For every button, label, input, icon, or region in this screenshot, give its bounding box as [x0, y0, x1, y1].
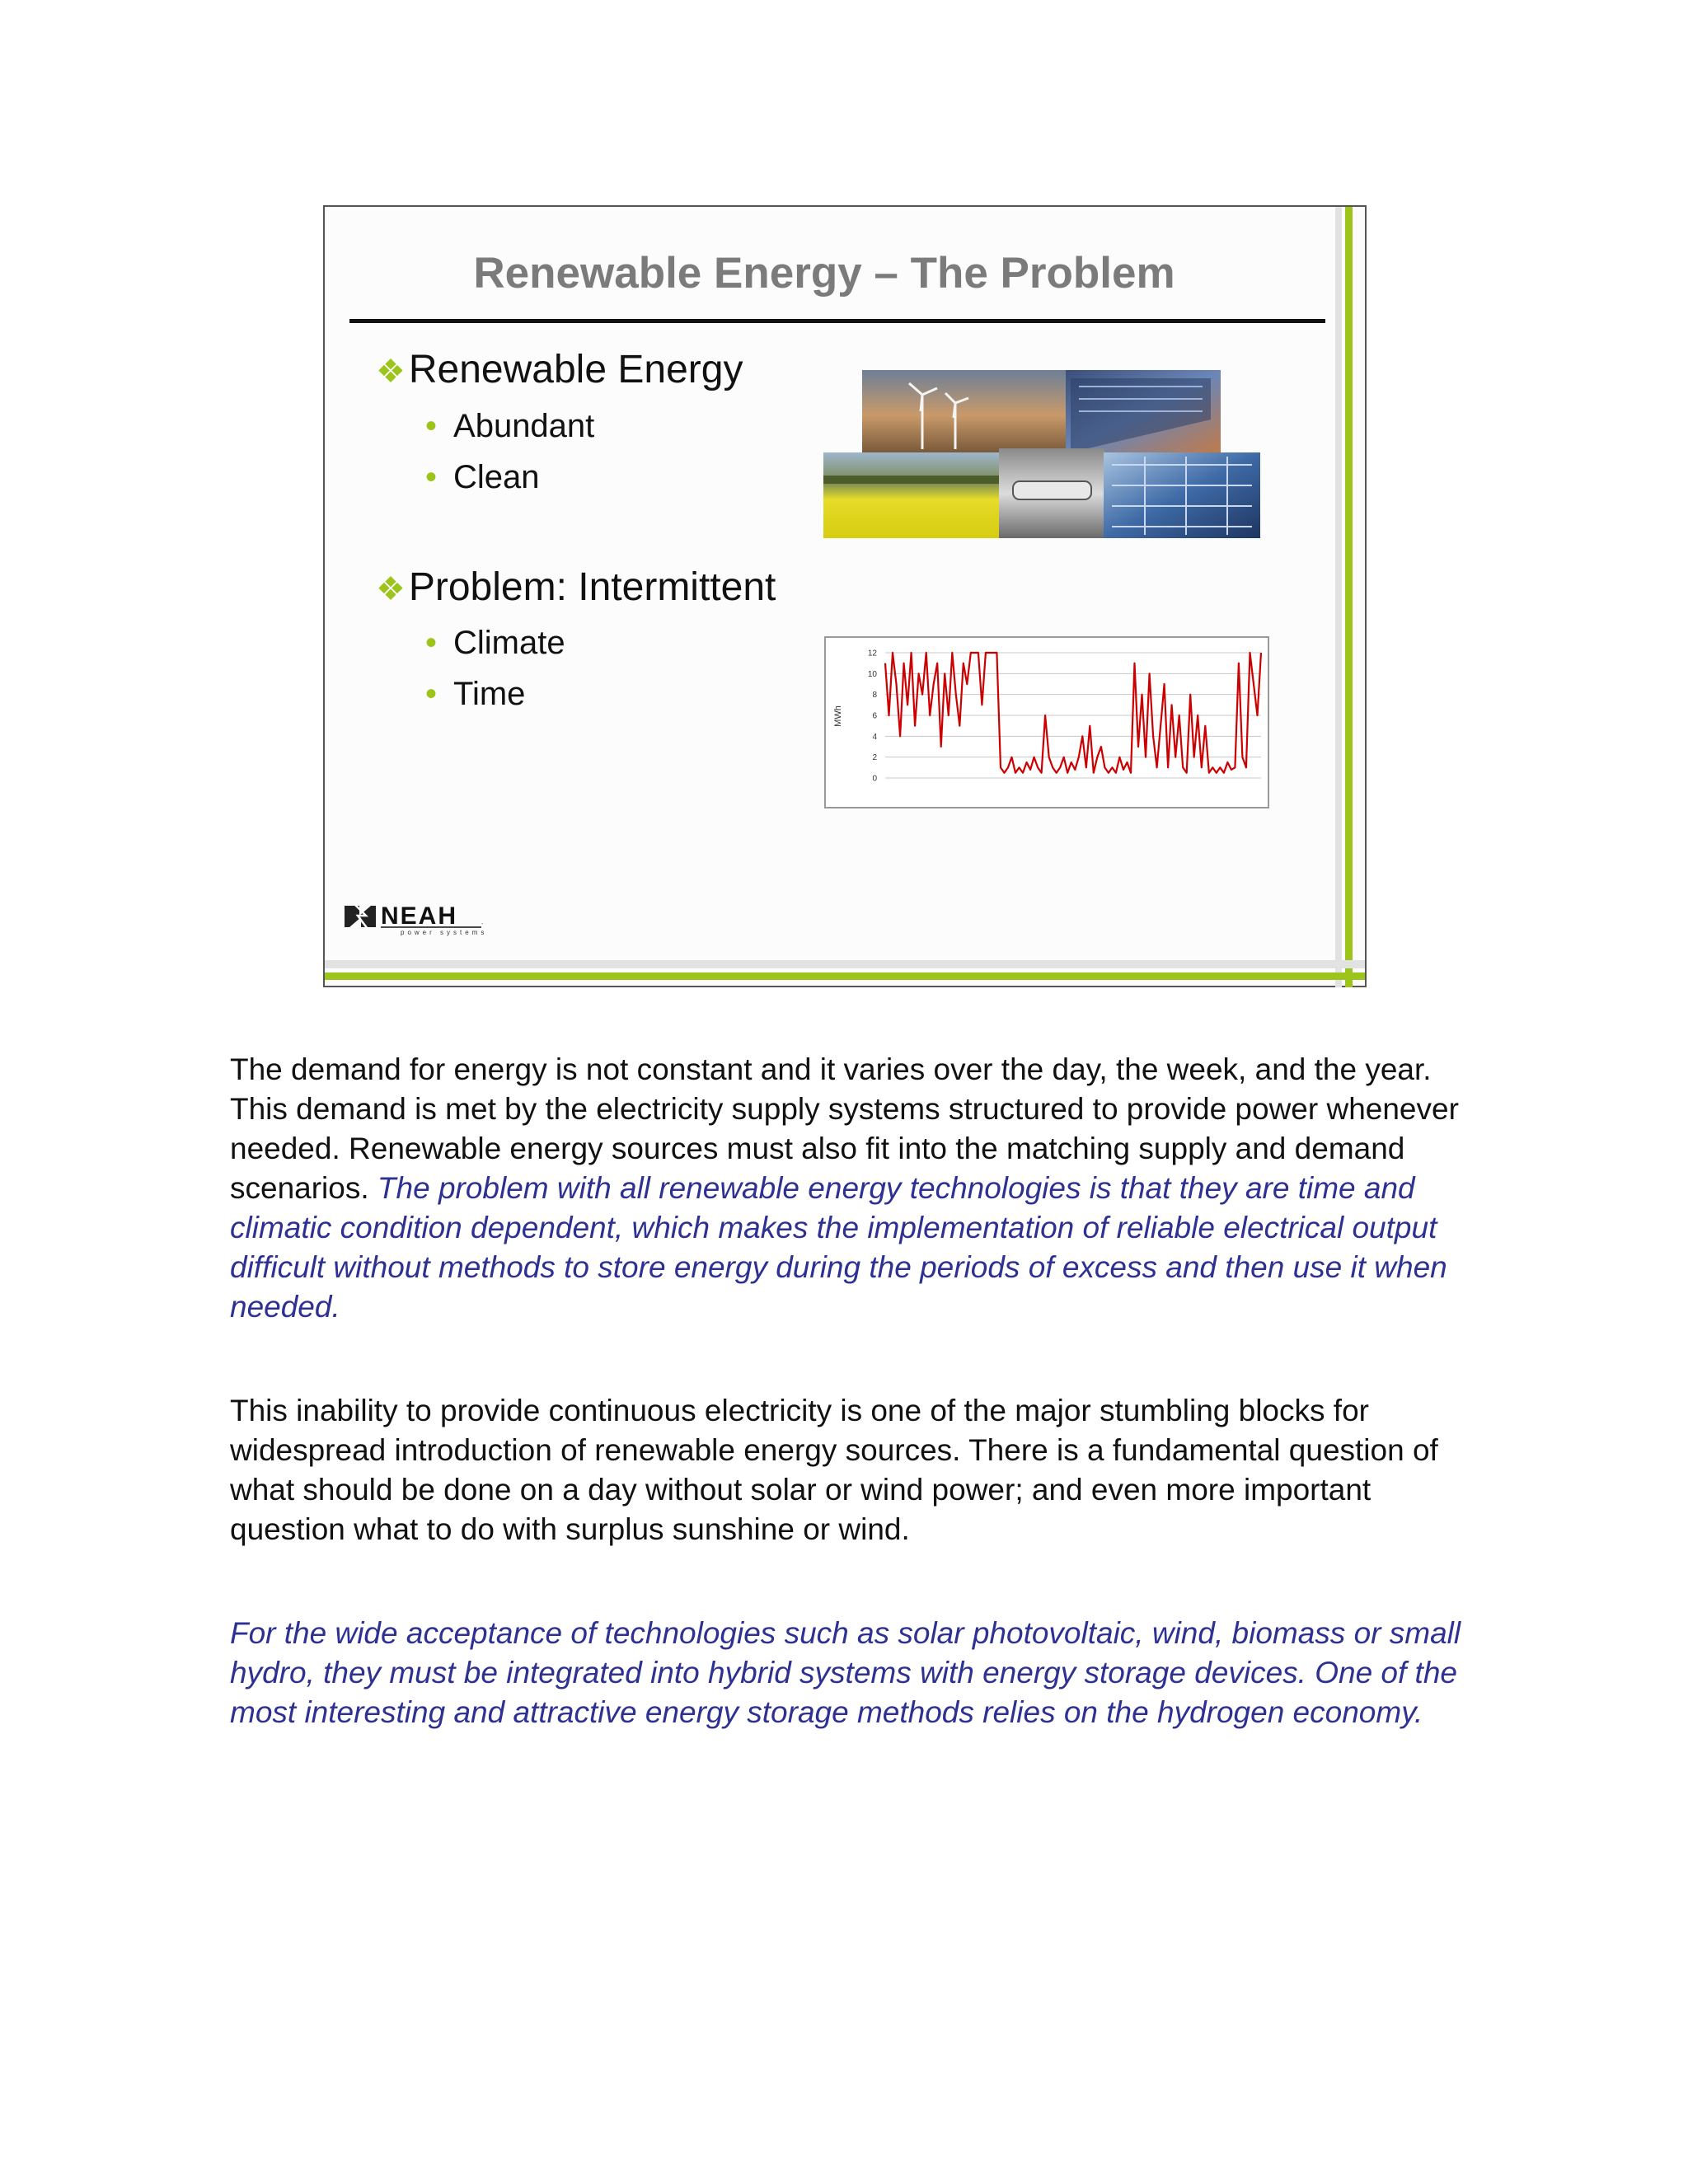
subbullet-climate — [425, 623, 565, 663]
bullet-problem-intermittent — [376, 565, 776, 612]
paragraph-italic-text: The problem with all renewable energy technologies is that they are time and climatic condition dependent, which makes the implementation of reliable electrical output difficult without methods to store energy during the periods of excess and then use it when needed. — [230, 1171, 1447, 1324]
neah-logo-mark-icon — [345, 904, 376, 929]
subbullet-clean — [425, 457, 540, 497]
chart-y-tick-label: 4 — [872, 732, 877, 742]
neah-logo — [343, 898, 557, 937]
slide-title: Renewable Energy – The Problem — [473, 249, 1175, 298]
bullet-renewable-energy — [376, 347, 743, 395]
subbullet-label: Abundant — [453, 408, 595, 444]
logo-wordmark: NEAH — [381, 902, 458, 930]
subbullet-label: Clean — [453, 459, 540, 495]
title-underline — [349, 319, 1325, 323]
slide-border-green-vertical — [1345, 207, 1353, 987]
renewable-photo-collage — [823, 370, 1260, 538]
neah-logo-svg — [343, 898, 557, 937]
paragraph-hybrid-systems: For the wide acceptance of technologies such as solar photovoltaic, wind, biomass or small hydro, they must be integrated into hybrid systems with energy storage devices. One of the most interesting and attractive energy storage methods relies on the hydrogen economy. — [230, 1616, 1461, 1729]
subbullet-label: Time — [453, 676, 526, 712]
slide-border-green-horizontal — [325, 972, 1365, 980]
logo-dot: . — [481, 918, 484, 926]
chart-y-tick-label: 6 — [872, 711, 877, 721]
bullet-heading: Problem: Intermittent — [408, 565, 776, 609]
chart-y-tick-label: 0 — [872, 774, 877, 784]
slide-frame — [323, 205, 1367, 987]
solar-panel-photo — [1104, 452, 1260, 538]
subbullet-time — [425, 674, 525, 714]
chart-y-tick-label: 10 — [867, 669, 877, 679]
dot-bullet-icon: • — [425, 625, 438, 661]
chart-grid — [885, 653, 1261, 778]
dot-bullet-icon: • — [425, 408, 438, 444]
bullet-heading: Renewable Energy — [408, 348, 743, 391]
chart-series-line — [885, 653, 1261, 773]
subbullet-abundant — [425, 406, 594, 446]
chart-y-tick-label: 2 — [872, 753, 877, 763]
diamond-bullet-icon: ❖ — [376, 571, 406, 607]
paragraph-demand — [230, 1050, 1483, 1327]
solar-roof-photo — [1066, 370, 1221, 452]
hydro-photo — [999, 448, 1104, 538]
intermittency-chart — [824, 636, 1269, 808]
chart-svg — [826, 638, 1268, 807]
slide-border-grey-horizontal — [325, 960, 1365, 968]
chart-y-tick-label: 12 — [867, 649, 877, 658]
subbullet-label: Climate — [453, 625, 565, 661]
slide-border-grey-vertical — [1335, 207, 1342, 987]
chart-y-tick-label: 8 — [872, 691, 877, 701]
logo-tagline: power systems — [401, 929, 488, 936]
dot-bullet-icon: • — [425, 676, 438, 712]
diamond-bullet-icon: ❖ — [376, 354, 406, 390]
paragraph-plain-text: The demand for energy is not constant and it varies over the day, the week, and the year. This demand is met by the electricity supply systems structured to provide power whenever needed. Renewable energy sources must also fit into the matching supply and demand scenarios. — [230, 1052, 1459, 1205]
dot-bullet-icon: • — [425, 459, 438, 495]
collage-svg — [823, 370, 1260, 538]
field-photo — [823, 452, 1001, 538]
chart-y-ticks — [868, 649, 878, 784]
chart-y-axis-label: MWh — [833, 705, 843, 727]
wind-turbines-photo — [862, 370, 1068, 452]
paragraph-inability: This inability to provide continuous electricity is one of the major stumbling blocks for widespread introduction of renewable energy sources. There is a fundamental question of what should be done on a day without solar or wind power; and even more important question what to do with surplus sunshine or wind. — [230, 1394, 1438, 1546]
